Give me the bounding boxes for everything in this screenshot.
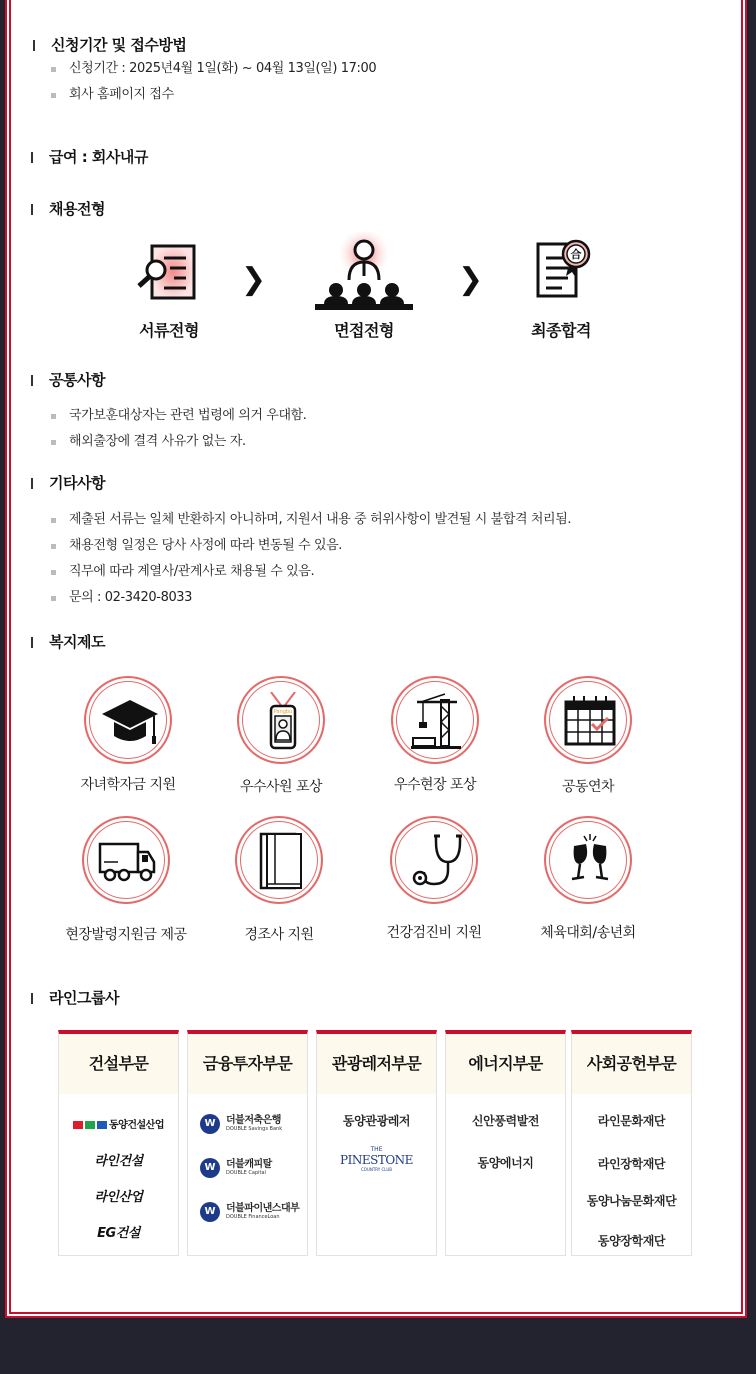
benefit-circle	[544, 676, 632, 764]
stethoscope-icon	[406, 832, 466, 892]
chevron-right-icon: ❯	[241, 262, 267, 297]
list-item: 신청기간 : 2025년4월 1일(화) ~ 04월 13일(일) 17:00	[51, 56, 376, 82]
benefit-label: 체육대회/송년회	[540, 925, 636, 941]
section-title-groups-text: 라인그룹사	[49, 989, 119, 1007]
section-title-etc	[31, 472, 105, 493]
group-column-header: 관광레저부문	[317, 1034, 436, 1094]
group-company: 라인문화재단	[597, 1114, 666, 1128]
title-bar	[31, 204, 33, 215]
logo-block-green	[85, 1121, 95, 1129]
group-column-header: 사회공헌부문	[572, 1034, 691, 1094]
benefit-employee-award	[206, 676, 356, 796]
pinestone-logo	[317, 1146, 436, 1173]
group-column-header: 금융투자부문	[188, 1034, 307, 1094]
section-title-etc-text: 기타사항	[49, 474, 105, 492]
line-construction-logo: 라인건설	[94, 1154, 143, 1169]
section-title-apply-text: 신청기간 및 접수방법	[51, 36, 187, 54]
double-financeloan-logo	[200, 1202, 299, 1222]
list-item: 제출된 서류는 일체 반환하지 아니하며, 지원서 내용 중 허위사항이 발견될 시 불합격 처리됨.	[51, 507, 571, 533]
step-interview-label: 면접전형	[334, 321, 394, 340]
section-title-apply	[33, 34, 186, 55]
group-column-construction	[58, 1030, 179, 1256]
bank-name: 더블캐피탈	[226, 1159, 272, 1170]
title-bar	[31, 375, 33, 386]
list-item: 해외출장에 결격 사유가 없는 자.	[51, 429, 307, 455]
logo-block-red	[73, 1121, 83, 1129]
list-item: 직무에 따라 계열사/관계사로 채용될 수 있음.	[51, 559, 571, 585]
section-title-salary	[31, 146, 148, 167]
bank-sub: DOUBLE Savings Bank	[226, 1126, 283, 1132]
benefit-family-event	[204, 816, 354, 944]
step-final-label: 최종합격	[531, 321, 591, 340]
step-document-label: 서류전형	[139, 321, 199, 340]
svg-text:Pangbu: Pangbu	[273, 709, 293, 715]
section-title-groups	[31, 987, 119, 1008]
benefit-circle	[544, 816, 632, 904]
etc-list	[51, 507, 571, 611]
dongyang-construction-text: 동양건설산업	[109, 1120, 164, 1131]
benefit-circle	[82, 816, 170, 904]
common-list	[51, 403, 307, 455]
benefit-health-check	[359, 816, 509, 942]
list-item: 채용전형 일정은 당사 사정에 따라 변동될 수 있음.	[51, 533, 571, 559]
benefit-annual-leave	[513, 676, 663, 796]
pinestone-sub: COUNTRY CLUB	[360, 1167, 393, 1172]
double-logo-icon: W	[200, 1202, 220, 1222]
logo-block-blue	[97, 1121, 107, 1129]
svg-text:合: 合	[570, 248, 582, 261]
pinestone-name: PINESTONE	[340, 1153, 413, 1167]
group-column-energy	[445, 1030, 566, 1256]
benefit-label: 우수사원 포상	[239, 779, 323, 795]
apply-list	[51, 56, 376, 108]
benefit-circle	[84, 676, 172, 764]
section-title-common-text: 공통사항	[49, 371, 105, 389]
pinestone-the: THE	[370, 1146, 383, 1153]
list-item: 문의 : 02-3420-8033	[51, 585, 571, 611]
list-item: 회사 홈페이지 접수	[51, 82, 376, 108]
group-company: 신안풍력발전	[471, 1114, 540, 1128]
benefit-label: 우수현장 포상	[393, 777, 477, 793]
benefit-relocation	[51, 816, 201, 944]
benefit-label: 경조사 지원	[244, 927, 314, 943]
section-title-salary-text: 급여 : 회사내규	[49, 148, 148, 166]
benefit-circle	[391, 676, 479, 764]
group-column-header: 건설부문	[59, 1034, 178, 1094]
envelope-icon	[251, 832, 311, 892]
title-bar	[31, 993, 33, 1004]
section-title-process-text: 채용전형	[49, 200, 105, 218]
bank-sub: DOUBLE FinanceLoan	[226, 1214, 280, 1220]
title-bar	[31, 637, 33, 648]
group-column-social	[571, 1030, 692, 1256]
double-savings-bank-logo	[200, 1114, 282, 1134]
section-title-welfare-text: 복지제도	[49, 633, 105, 651]
benefit-label: 자녀학자금 지원	[80, 777, 176, 793]
benefit-label: 현장발령지원금 제공	[65, 927, 187, 943]
benefit-site-award	[360, 676, 510, 794]
title-bar	[31, 152, 33, 163]
truck-icon	[98, 832, 158, 892]
chevron-right-icon: ❯	[458, 262, 484, 297]
interview-icon	[309, 232, 419, 312]
section-title-process	[31, 198, 105, 219]
list-item: 국가보훈대상자는 관련 법령에 의거 우대함.	[51, 403, 307, 429]
group-company: 동양장학재단	[597, 1234, 666, 1248]
group-column-finance	[187, 1030, 308, 1256]
line-industry-logo: 라인산업	[94, 1190, 143, 1205]
graduation-cap-icon	[100, 692, 160, 752]
double-logo-icon: W	[200, 1114, 220, 1134]
group-company: 동양에너지	[477, 1156, 534, 1170]
recruitment-card	[9, 0, 743, 1314]
dongyang-construction-logo	[59, 1116, 178, 1131]
title-bar	[31, 478, 33, 489]
document-search-icon	[134, 240, 204, 310]
group-company: 동양나눔문화재단	[586, 1194, 677, 1208]
hiring-process	[11, 234, 745, 344]
group-company: 라인장학재단	[597, 1157, 666, 1171]
group-column-header: 에너지부문	[446, 1034, 565, 1094]
calendar-icon	[560, 692, 620, 752]
benefit-circle	[390, 816, 478, 904]
title-bar	[33, 40, 35, 51]
wine-glasses-icon	[560, 832, 620, 892]
benefit-sports-party	[513, 816, 663, 942]
benefit-circle	[237, 676, 325, 764]
bank-sub: DOUBLE Capital	[226, 1170, 266, 1176]
double-capital-logo	[200, 1158, 272, 1178]
id-badge-icon	[253, 692, 313, 752]
construction-crane-icon	[407, 692, 467, 752]
section-title-common	[31, 369, 105, 390]
benefit-label: 공동연차	[561, 779, 615, 795]
bank-name: 더블파이낸스대부	[226, 1203, 300, 1214]
double-logo-icon: W	[200, 1158, 220, 1178]
certificate-icon	[526, 238, 596, 308]
bank-name: 더블저축은행	[226, 1115, 281, 1126]
benefit-tuition	[53, 676, 203, 794]
eg-construction-logo: EG건설	[97, 1226, 140, 1241]
group-company: 동양관광레저	[342, 1114, 411, 1128]
section-title-welfare	[31, 631, 105, 652]
benefit-circle	[235, 816, 323, 904]
group-column-leisure	[316, 1030, 437, 1256]
benefit-label: 건강검진비 지원	[386, 925, 482, 941]
